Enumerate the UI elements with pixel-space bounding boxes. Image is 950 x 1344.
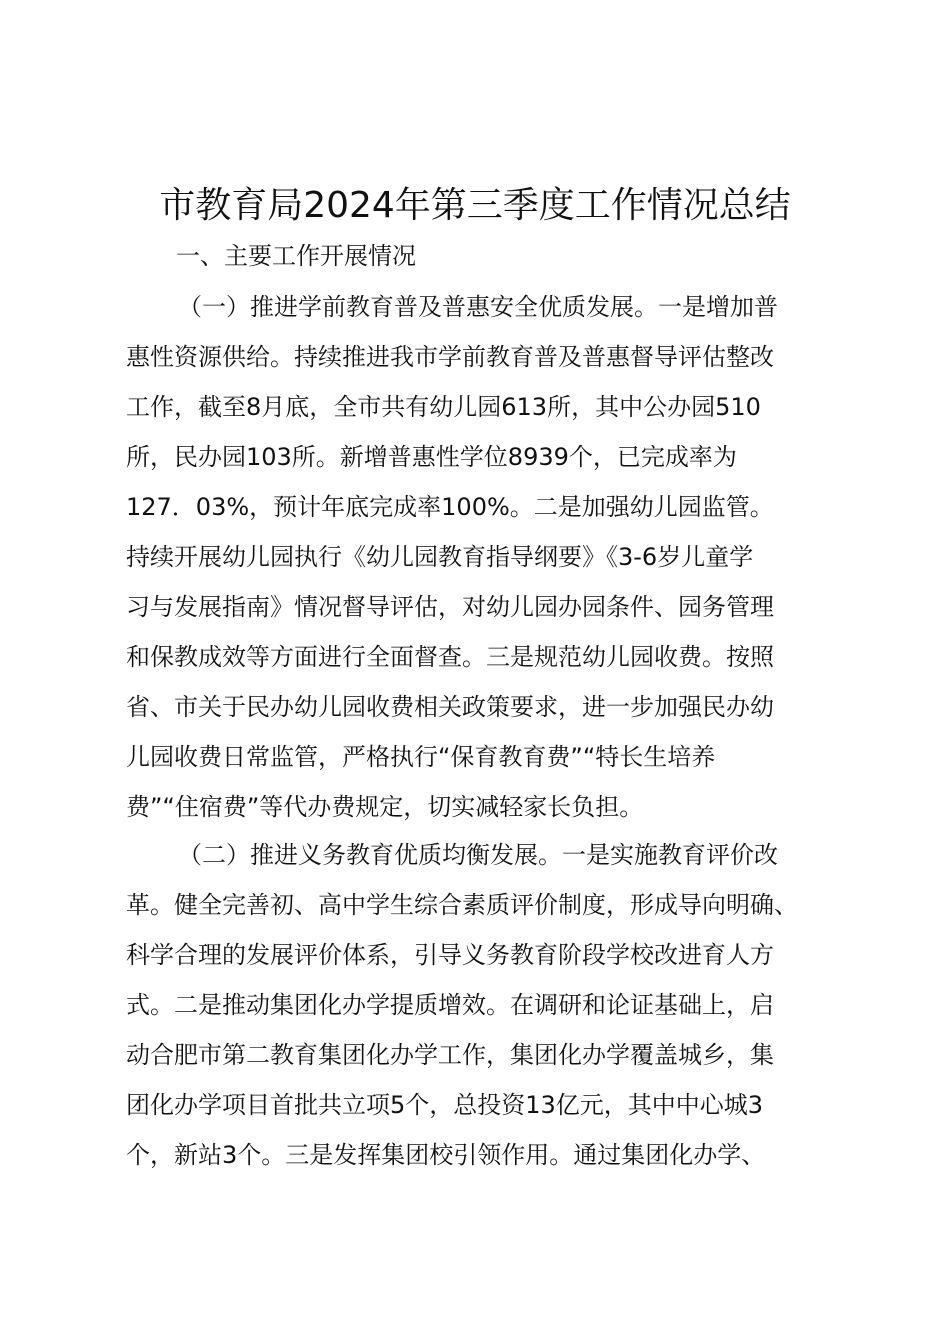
paragraph-line: 省、市关于民办幼儿园收费相关政策要求，进一步加强民办幼 <box>126 693 774 721</box>
section-heading: 一、主要工作开展情况 <box>176 242 416 270</box>
paragraph-line: 习与发展指南》情况督导评估，对幼儿园办园条件、园务管理 <box>126 593 774 621</box>
paragraph-line: 个，新站3个。三是发挥集团校引领作用。通过集团化办学、 <box>126 1141 766 1169</box>
paragraph-line: （一）推进学前教育普及普惠安全优质发展。一是增加普 <box>178 293 778 321</box>
paragraph-line: （二）推进义务教育优质均衡发展。一是实施教育评价改 <box>178 841 778 869</box>
paragraph-line: 持续开展幼儿园执行《幼儿园教育指导纲要》《3-6岁儿童学 <box>126 543 754 571</box>
document-title: 市教育局2024年第三季度工作情况总结 <box>159 185 791 226</box>
paragraph-1 <box>126 282 846 832</box>
paragraph-line: 团化办学项目首批共立项5个，总投资13亿元，其中中心城3 <box>126 1091 764 1119</box>
paragraph-line: 动合肥市第二教育集团化办学工作，集团化办学覆盖城乡，集 <box>126 1041 774 1069</box>
paragraph-line: 惠性资源供给。持续推进我市学前教育普及普惠督导评估整改 <box>126 343 774 371</box>
paragraph-2 <box>126 830 846 1180</box>
paragraph-line: 和保教成效等方面进行全面督查。三是规范幼儿园收费。按照 <box>126 643 774 671</box>
paragraph-line: 费”“住宿费”等代办费规定，切实减轻家长负担。 <box>126 793 644 821</box>
paragraph-line: 所，民办园103所。新增普惠性学位8939个，已完成率为 <box>126 443 737 471</box>
paragraph-line: 式。二是推动集团化办学提质增效。在调研和论证基础上，启 <box>126 991 774 1019</box>
paragraph-line: 工作，截至8月底，全市共有幼儿园613所，其中公办园510 <box>126 393 761 421</box>
paragraph-line: 儿园收费日常监管，严格执行“保育教育费”“特长生培养 <box>126 743 716 771</box>
paragraph-line: 科学合理的发展评价体系，引导义务教育阶段学校改进育人方 <box>126 941 774 969</box>
paragraph-line: 革。健全完善初、高中学生综合素质评价制度，形成导向明确、 <box>126 891 798 919</box>
paragraph-line: 127．03%，预计年底完成率100%。二是加强幼儿园监管。 <box>126 493 774 521</box>
